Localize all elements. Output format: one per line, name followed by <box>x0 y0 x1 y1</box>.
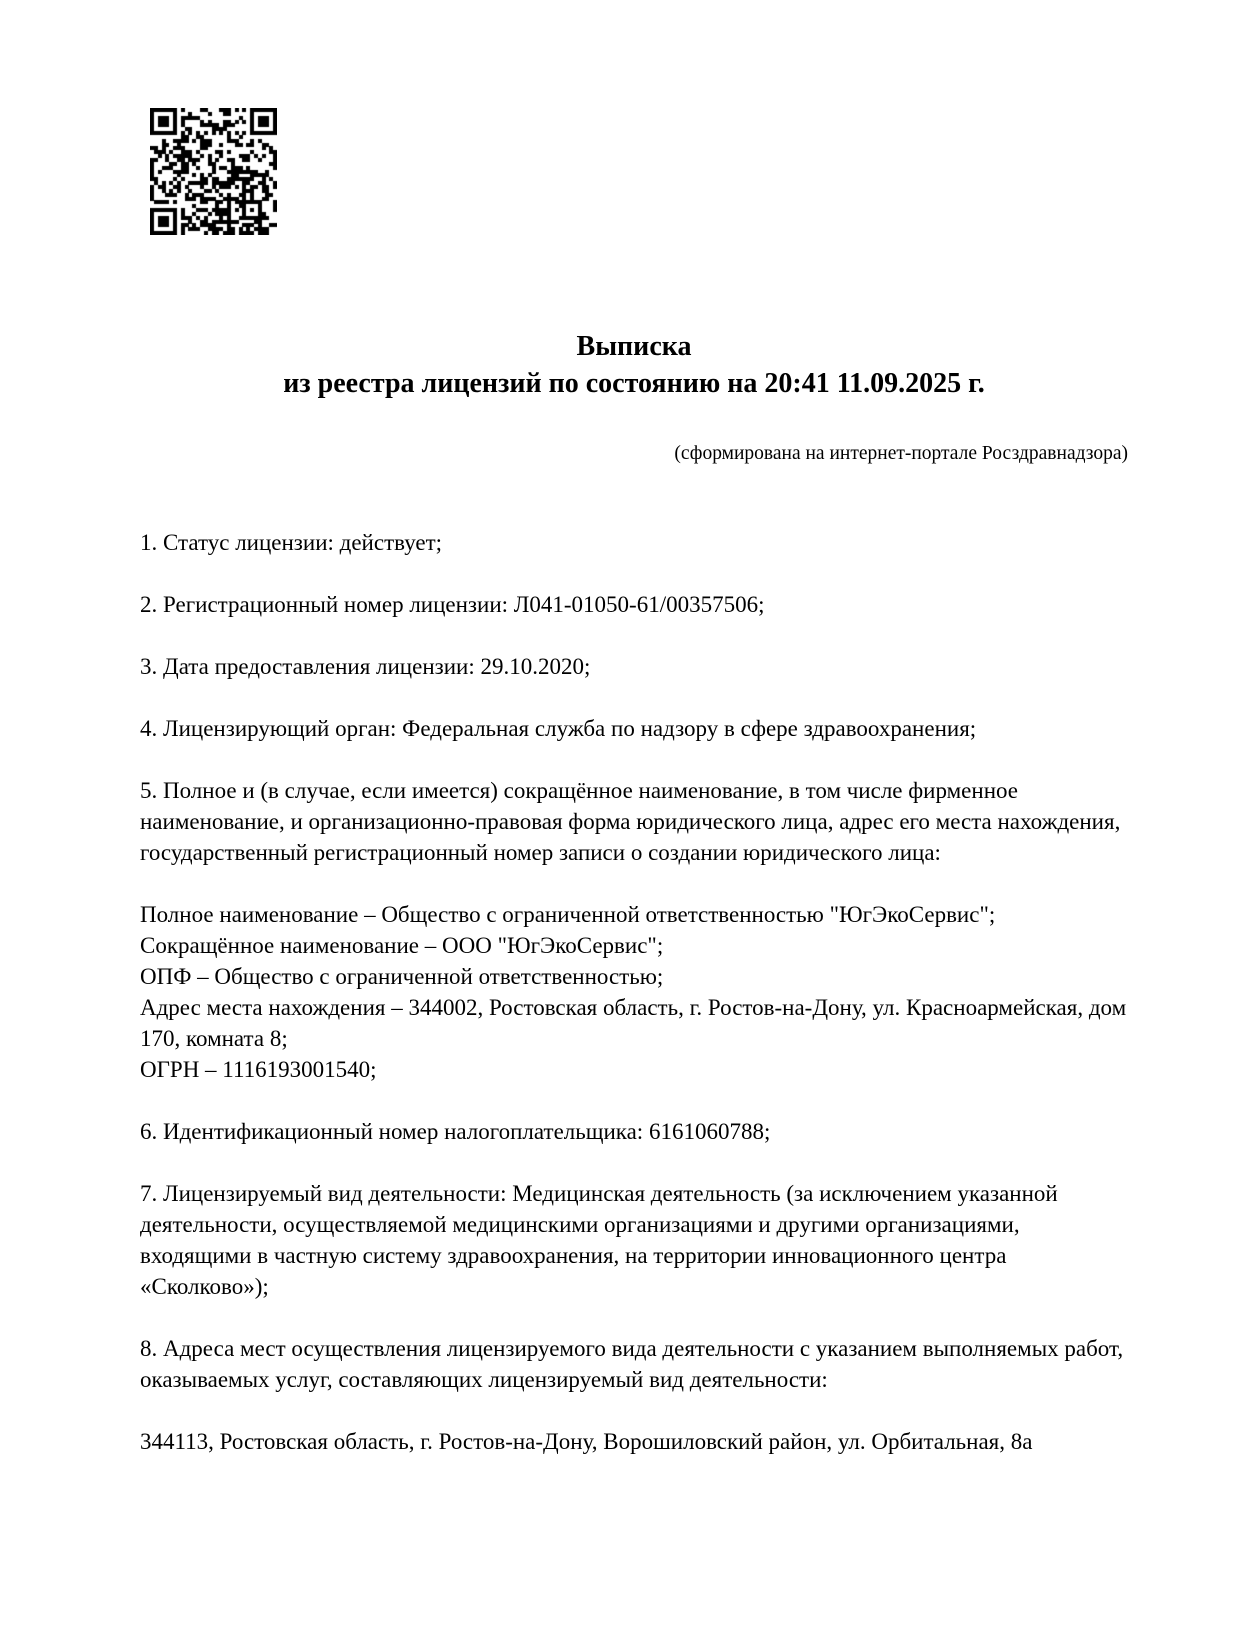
grant-date-line: 3. Дата предоставления лицензии: 29.10.2020; <box>140 654 591 679</box>
activity-addresses-intro-paragraph: 8. Адреса мест осуществления лицензируемого вида деятельности с указанием выполняемых работ, оказываемых услуг, составляющих лицензируемый вид деятельности: <box>140 1336 1124 1392</box>
full-name-line: Полное наименование – Общество с ограниченной ответственностью "ЮгЭкоСервис"; <box>140 902 996 927</box>
document-body <box>140 527 1128 1457</box>
legal-address-line: Адрес места нахождения – 344002, Ростовская область, г. Ростов-на-Дону, ул. Красноармейская, дом 170, комната 8; <box>140 995 1127 1051</box>
short-name-line: Сокращённое наименование – ООО "ЮгЭкоСервис"; <box>140 933 664 958</box>
licensing-authority-line: 4. Лицензирующий орган: Федеральная служба по надзору в сфере здравоохранения; <box>140 716 977 741</box>
ogrn-line: ОГРН – 1116193001540; <box>140 1057 377 1082</box>
qr-code-canvas <box>150 108 277 235</box>
licensed-activity-paragraph: 7. Лицензируемый вид деятельности: Медицинская деятельность (за исключением указанной деятельности, осуществляемой медицинскими организациями и другими организациями, входящими в частную систему здравоохранения, на территории инновационного центра «Сколково»); <box>140 1181 1058 1299</box>
entity-name-intro-paragraph: 5. Полное и (в случае, если имеется) сокращённое наименование, в том числе фирменное наименование, и организационно-правовая форма юридического лица, адрес его места нахождения, государственный регистрационный номер записи о создании юридического лица: <box>140 778 1121 865</box>
document-subtitle: (сформирована на интернет-портале Росздравнадзора) <box>674 443 1128 464</box>
registration-number-line: 2. Регистрационный номер лицензии: Л041-01050-61/00357506; <box>140 592 765 617</box>
activity-address-line: 344113, Ростовская область, г. Ростов-на-Дону, Ворошиловский район, ул. Орбитальная, 8а <box>140 1429 1033 1454</box>
inn-line: 6. Идентификационный номер налогоплательщика: 6161060788; <box>140 1119 771 1144</box>
document-title-line1: Выписка <box>576 331 692 362</box>
opf-line: ОПФ – Общество с ограниченной ответственностью; <box>140 964 664 989</box>
qr-code-icon <box>150 108 277 235</box>
status-line: 1. Статус лицензии: действует; <box>140 530 443 555</box>
document-title-line2: из реестра лицензий по состоянию на 20:41 11.09.2025 г. <box>283 368 985 399</box>
document-title <box>140 328 1128 402</box>
